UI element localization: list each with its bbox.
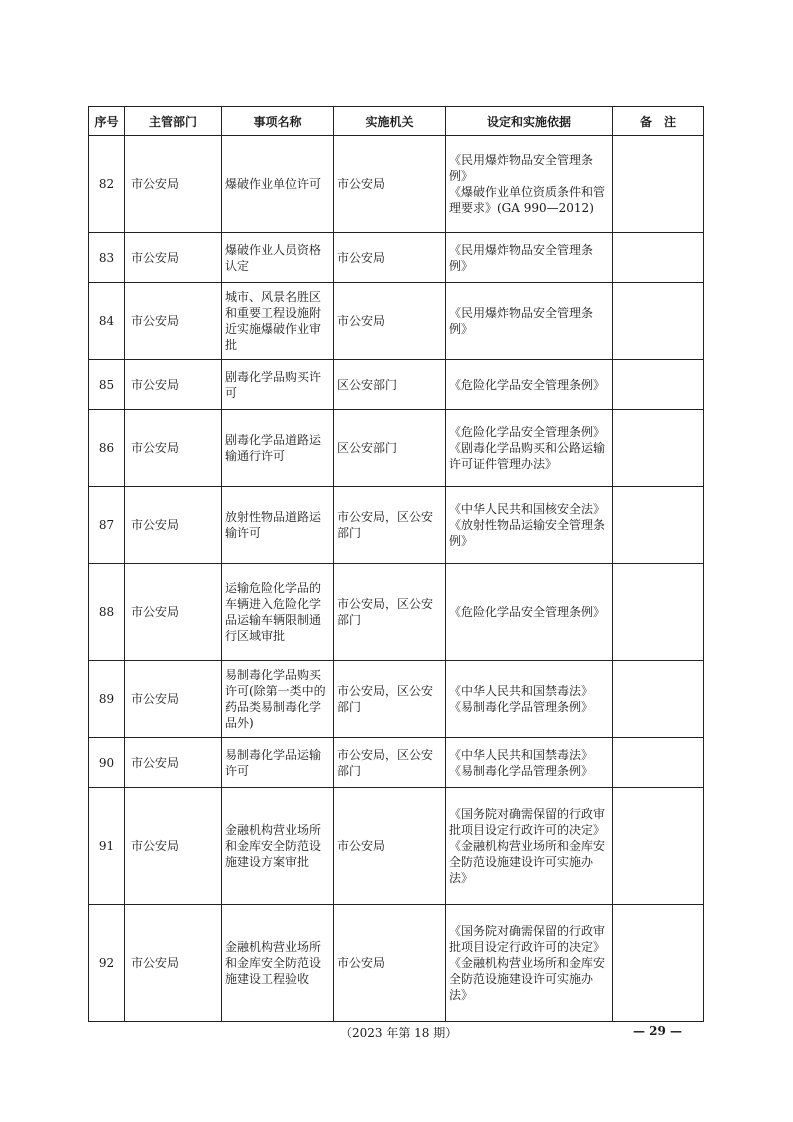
row-department: 市公安局	[125, 661, 222, 738]
row-authority: 市公安局，区公安部门	[334, 564, 446, 661]
row-index: 89	[89, 661, 125, 738]
row-department: 市公安局	[125, 410, 222, 487]
header-basis: 设定和实施依据	[446, 107, 613, 136]
row-authority: 市公安局	[334, 136, 446, 233]
row-item-name: 运输危险化学品的车辆进入危险化学品运输车辆限制通行区域审批	[222, 564, 334, 661]
row-index: 84	[89, 283, 125, 360]
table-row	[89, 661, 704, 738]
row-remarks	[613, 410, 704, 487]
row-basis: 《中华人民共和国核安全法》 《放射性物品运输安全管理条例》	[446, 487, 613, 564]
row-index: 87	[89, 487, 125, 564]
row-index: 82	[89, 136, 125, 233]
row-department: 市公安局	[125, 360, 222, 410]
row-remarks	[613, 788, 704, 905]
row-item-name: 金融机构营业场所和金库安全防范设施建设方案审批	[222, 788, 334, 905]
row-authority: 市公安局	[334, 788, 446, 905]
row-item-name: 放射性物品道路运输许可	[222, 487, 334, 564]
header-authority: 实施机关	[334, 107, 446, 136]
row-index: 91	[89, 788, 125, 905]
row-basis: 《中华人民共和国禁毒法》 《易制毒化学品管理条例》	[446, 738, 613, 788]
page-number: — 29 —	[633, 1024, 683, 1038]
row-item-name: 剧毒化学品购买许可	[222, 360, 334, 410]
row-basis: 《国务院对确需保留的行政审批项目设定行政许可的决定》 《金融机构营业场所和金库安全防范设施建设许可实施办法》	[446, 788, 613, 905]
row-authority: 市公安局，区公安部门	[334, 487, 446, 564]
row-department: 市公安局	[125, 487, 222, 564]
row-item-name: 城市、风景名胜区和重要工程设施附近实施爆破作业审批	[222, 283, 334, 360]
table-row	[89, 788, 704, 905]
row-basis: 《危险化学品安全管理条例》	[446, 564, 613, 661]
row-basis: 《民用爆炸物品安全管理条例》 《爆破作业单位资质条件和管理要求》(GA 990—2012)	[446, 136, 613, 233]
table-row	[89, 233, 704, 283]
row-remarks	[613, 564, 704, 661]
row-authority: 区公安部门	[334, 360, 446, 410]
table-row	[89, 410, 704, 487]
table-row	[89, 136, 704, 233]
table-row	[89, 564, 704, 661]
row-authority: 市公安局	[334, 283, 446, 360]
row-remarks	[613, 360, 704, 410]
header-department: 主管部门	[125, 107, 222, 136]
row-department: 市公安局	[125, 564, 222, 661]
row-index: 90	[89, 738, 125, 788]
header-item-name: 事项名称	[222, 107, 334, 136]
row-index: 85	[89, 360, 125, 410]
row-remarks	[613, 905, 704, 1022]
row-remarks	[613, 738, 704, 788]
row-basis: 《民用爆炸物品安全管理条例》	[446, 233, 613, 283]
row-basis: 《国务院对确需保留的行政审批项目设定行政许可的决定》 《金融机构营业场所和金库安全防范设施建设许可实施办法》	[446, 905, 613, 1022]
row-basis: 《危险化学品安全管理条例》 《剧毒化学品购买和公路运输许可证件管理办法》	[446, 410, 613, 487]
row-index: 83	[89, 233, 125, 283]
table-header-row	[89, 107, 704, 136]
row-authority: 市公安局	[334, 233, 446, 283]
table-row	[89, 487, 704, 564]
row-item-name: 易制毒化学品运输许可	[222, 738, 334, 788]
row-remarks	[613, 661, 704, 738]
table-row	[89, 905, 704, 1022]
row-index: 92	[89, 905, 125, 1022]
row-department: 市公安局	[125, 233, 222, 283]
row-basis: 《民用爆炸物品安全管理条例》	[446, 283, 613, 360]
row-authority: 市公安局，区公安部门	[334, 661, 446, 738]
issue-label: （2023 年第 18 期）	[340, 1026, 458, 1040]
row-department: 市公安局	[125, 738, 222, 788]
row-department: 市公安局	[125, 136, 222, 233]
row-department: 市公安局	[125, 283, 222, 360]
row-item-name: 爆破作业人员资格认定	[222, 233, 334, 283]
header-index: 序号	[89, 107, 125, 136]
row-department: 市公安局	[125, 905, 222, 1022]
header-remarks: 备 注	[613, 107, 704, 136]
row-basis: 《危险化学品安全管理条例》	[446, 360, 613, 410]
table-row	[89, 283, 704, 360]
row-remarks	[613, 233, 704, 283]
row-item-name: 易制毒化学品购买许可(除第一类中的药品类易制毒化学品外)	[222, 661, 334, 738]
row-item-name: 爆破作业单位许可	[222, 136, 334, 233]
row-item-name: 剧毒化学品道路运输通行许可	[222, 410, 334, 487]
row-authority: 市公安局	[334, 905, 446, 1022]
items-table	[88, 106, 704, 1022]
table-row	[89, 738, 704, 788]
row-index: 86	[89, 410, 125, 487]
row-remarks	[613, 283, 704, 360]
table-row	[89, 360, 704, 410]
row-basis: 《中华人民共和国禁毒法》 《易制毒化学品管理条例》	[446, 661, 613, 738]
row-remarks	[613, 136, 704, 233]
row-authority: 区公安部门	[334, 410, 446, 487]
row-item-name: 金融机构营业场所和金库安全防范设施建设工程验收	[222, 905, 334, 1022]
row-remarks	[613, 487, 704, 564]
row-authority: 市公安局，区公安部门	[334, 738, 446, 788]
row-department: 市公安局	[125, 788, 222, 905]
row-index: 88	[89, 564, 125, 661]
